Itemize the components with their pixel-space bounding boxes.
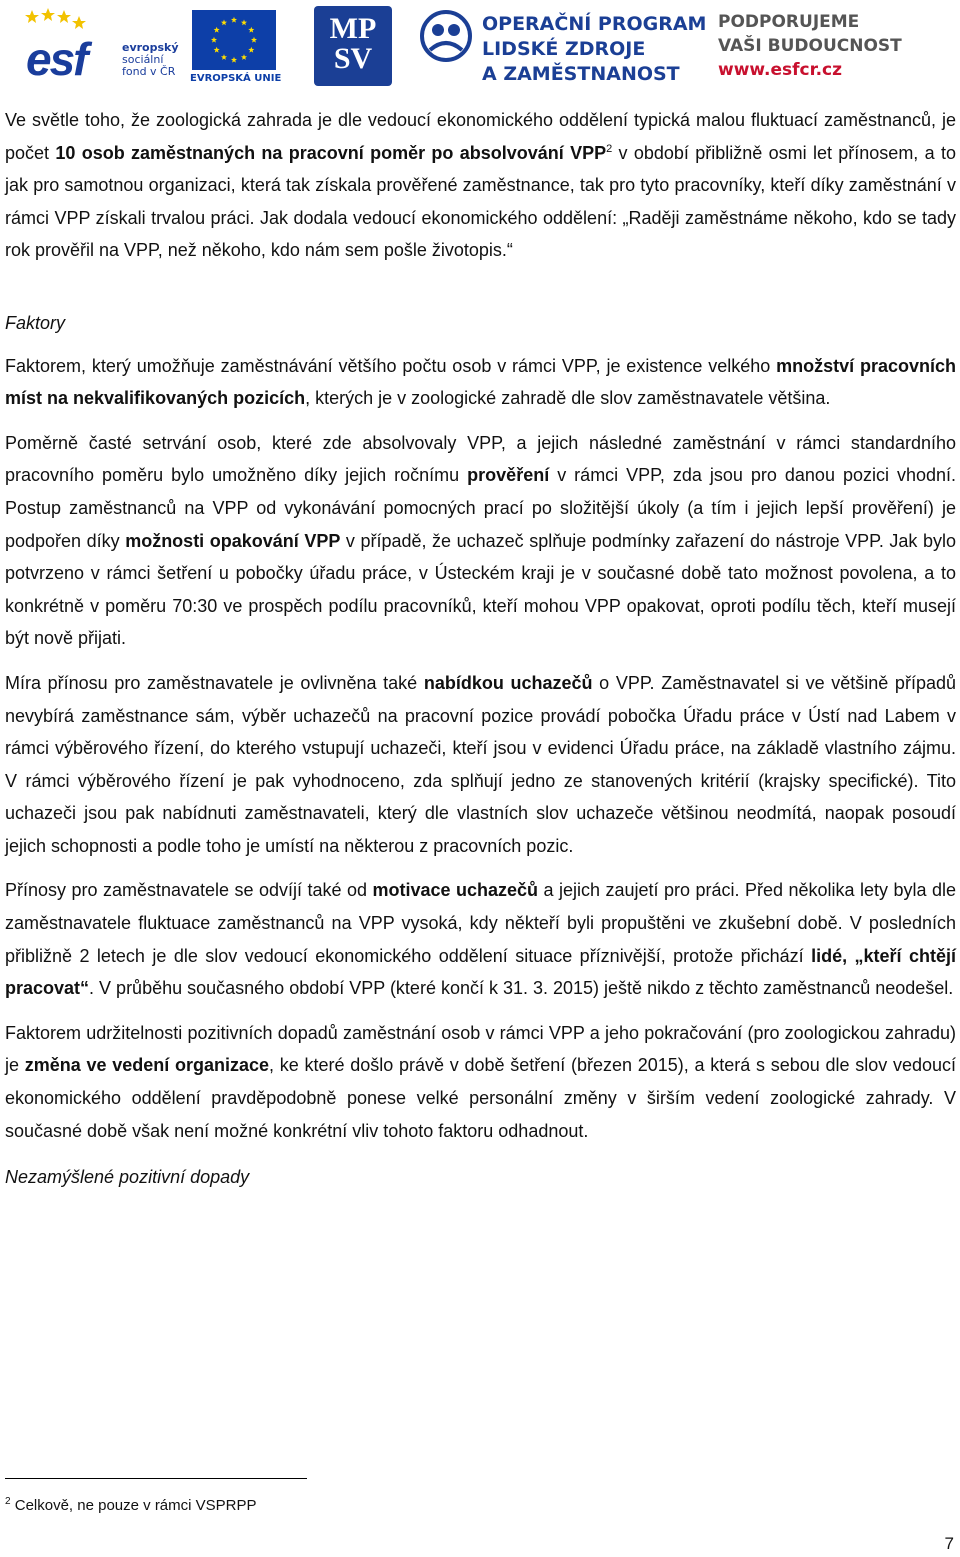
p4-text-a: Míra přínosu pro zaměstnavatele je ovlivněna také — [5, 672, 424, 693]
op-emblem-icon — [420, 10, 472, 62]
eu-star-icon — [248, 27, 254, 33]
podpor-line1: PODPORUJEME — [718, 12, 860, 32]
heading-faktory: Faktory — [5, 312, 66, 333]
podpor-line2: VAŠI BUDOUCNOST — [718, 36, 902, 56]
paragraph-2 — [5, 350, 956, 415]
eu-star-icon — [248, 47, 254, 53]
p5-text-a: Přínosy pro zaměstnavatele se odvíjí také od — [5, 880, 373, 901]
p3-bold-2: možnosti opakování VPP — [125, 530, 341, 551]
esf-wordmark: esf — [26, 33, 87, 85]
eu-star-icon — [221, 54, 227, 60]
p6-bold: změna ve vedení organizace — [24, 1055, 270, 1076]
esf-sub-line3: fond v ČR — [122, 65, 176, 78]
p4-bold: nabídkou uchazečů — [423, 672, 593, 693]
p2-text-a: Faktorem, který umožňuje zaměstnávání většího počtu osob v rámci VPP, je existence velkého — [5, 355, 777, 376]
eu-star-icon — [241, 54, 247, 60]
op-line2: LIDSKÉ ZDROJE — [482, 38, 646, 60]
op-line3: A ZAMĚSTNANOST — [482, 63, 680, 85]
p5-text-c: a jejich zaujetí pro práci. Před několika lety byla dle zaměstnavatele fluktuace zaměstnanců na VPP vysoká, kdy někteří byli propuštěni ve zkušební době. V posledních přibližně 2 letech je dle slov vedoucí ekonomického oddělení situace příznivější, protože přichází — [5, 880, 956, 966]
eu-star-icon — [251, 37, 257, 43]
paragraph-4 — [5, 667, 956, 863]
p3-text-e: v případě, že uchazeč splňuje podmínky zařazení do nástroje VPP. Jak bylo potvrzeno v rámci šetření u pobočky úřadu práce, v Ústeckém kraji je v současné době tato možnost povolena, a to konkrétně v poměru 70:30 ve prospěch podílu pracovníků, kteří mohou VPP opakovat, oproti podílu těch, kteří musejí být nově přijati. — [5, 530, 956, 649]
eu-label: EVROPSKÁ UNIE — [190, 73, 282, 84]
heading-nezamyslene: Nezamýšlené pozitivní dopady — [5, 1167, 250, 1188]
paragraph-5 — [5, 874, 956, 1004]
mpsv-wordmark — [314, 14, 392, 74]
eu-star-icon — [214, 47, 220, 53]
p2-bold: množství pracovních míst na nekvalifikovaných pozicích — [5, 355, 956, 409]
op-title — [482, 12, 706, 87]
op-line1: OPERAČNÍ PROGRAM — [482, 13, 707, 35]
page-number: 7 — [944, 1534, 954, 1553]
header-logos — [0, 0, 960, 92]
p2-text-c: , kterých je v zoologické zahradě dle slov zaměstnavatele většina. — [305, 388, 831, 409]
p3-text-c: v rámci VPP, zda jsou pro danou pozici vhodní. Postup zaměstnanců na VPP od vykonávání pomocných prací po složitější úkoly (a tím i jejich lepší prověření) je podpořen díky — [5, 465, 956, 551]
mpsv-line2: SV — [333, 42, 373, 75]
paragraph-1 — [5, 104, 956, 267]
paragraph-3 — [5, 427, 956, 655]
p1-text-a: Ve světle toho, že zoologická zahrada je dle vedoucí ekonomického oddělení typická malou fluktuací zaměstnanců, je počet — [5, 110, 956, 163]
eu-star-icon — [211, 37, 217, 43]
esf-logo — [22, 6, 182, 84]
p5-bold-1: motivace uchazečů — [372, 880, 539, 901]
p6-text-c: , ke které došlo právě v době šetření (březen 2015), a která s sebou dle slov vedoucí ekonomického oddělení pravděpodobně ponese velké personální změny v širším vedení zoologické zahrady. V současné době však není možné konkrétní vliv tohoto faktoru odhadnout. — [5, 1055, 957, 1141]
p3-bold-1: prověření — [467, 465, 550, 486]
footnote-separator — [5, 1478, 307, 1479]
esf-sub-line2: sociální — [122, 53, 164, 66]
podpor-url: www.esfcr.cz — [718, 60, 842, 80]
esf-sub-line1: evropský — [122, 41, 179, 54]
eu-star-icon — [221, 19, 227, 25]
p1-text-c: v období přibližně osmi let přínosem, a to jak pro samotnou organizaci, která tak získala prověřené zaměstnance, tak pro tyto pracovníky, kteří díky zaměstnání v rámci VPP získali trvalou práci. Jak dodala vedoucí ekonomického oddělení: „Raději zaměstnáme někoho, kdo se tady rok prověřil na VPP, než někoho, kdo nám sem pošle životopis.“ — [5, 142, 956, 261]
footnote-number: 2 — [5, 1496, 11, 1507]
podporujeme-logo — [718, 10, 948, 86]
p1-bold: 10 osob zaměstnaných na pracovní poměr po absolvování VPP — [55, 142, 607, 163]
esf-subtitle — [122, 42, 179, 78]
eu-logo — [188, 6, 282, 86]
eu-star-icon — [214, 27, 220, 33]
eu-star-icon — [231, 57, 237, 63]
p5-text-e: . V průběhu současného období VPP (které končí k 31. 3. 2015) ještě nikdo z těchto zaměstnanců neodešel. — [89, 978, 954, 999]
p4-text-c: o VPP. Zaměstnavatel si ve většině případů nevybírá zaměstnance sám, výběr uchazečů na pracovní pozice provádí pobočka Úřadu práce v Ústí nad Labem v rámci výběrového řízení, do kterého vstupují uchazeči, kteří jsou v evidenci Úřadu práce, na základě vlastního zájmu. V rámci výběrového řízení je pak vyhodnoceno, zda splňují jedno ze stanovených kritérií (krajsky specifické). Tito uchazeči jsou pak nabídnuti zaměstnavateli, který dle vlastních slov uchazeče většinou neodmítá, naopak posoudí jejich schopnosti a podle toho je umístí na některou z pracovních pozic. — [5, 672, 956, 856]
eu-stars-icon — [192, 10, 276, 70]
eu-star-icon — [241, 19, 247, 25]
p5-bold-2: lidé, „kteří chtějí pracovat“ — [5, 945, 956, 999]
eu-flag-icon — [192, 10, 276, 70]
eu-star-icon — [231, 17, 237, 23]
p3-text-a: Poměrně časté setrvání osob, které zde absolvovaly VPP, a jejich následné zaměstnání v rámci standardního pracovního poměru bylo umožněno díky jejich ročnímu — [5, 432, 956, 486]
p6-text-a: Faktorem udržitelnosti pozitivních dopadů zaměstnání osob v rámci VPP a jeho pokračování (pro zoologickou zahradu) je — [5, 1022, 956, 1076]
footnote-ref: 2 — [606, 142, 613, 155]
document-body — [5, 104, 956, 1194]
op-lzz-logo — [420, 6, 707, 86]
footnote-text: Celkově, ne pouze v rámci VSPRPP — [10, 1497, 257, 1514]
mpsv-logo — [314, 6, 392, 86]
footnote — [5, 1496, 257, 1516]
paragraph-6 — [5, 1017, 956, 1147]
mpsv-line1: MP — [329, 12, 377, 45]
